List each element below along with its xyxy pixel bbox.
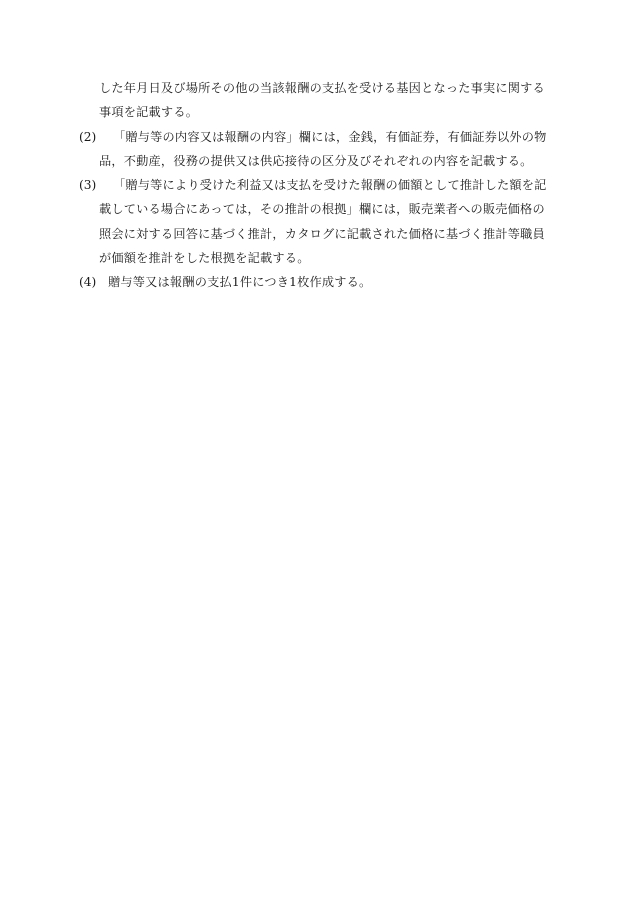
item-number: (4) [79, 275, 97, 290]
list-item-3 [79, 173, 553, 270]
item-text: 「贈与等により受けた利益又は支払を受けた報酬の価額として推計した額を記載している場合にあっては，その推計の根拠」欄には，販売業者への販売価格の照会に対する回答に基づく推計，カタログに記載された価格に基づく推計等職員が価額を推計をした根拠を記載する。 [99, 178, 547, 266]
document-body [79, 76, 553, 295]
list-item-2 [79, 125, 553, 174]
continuation-paragraph [79, 76, 553, 125]
item-text: 贈与等又は報酬の支払1件につき1枚作成する。 [108, 275, 372, 290]
list-item-4 [79, 270, 553, 294]
continuation-text: した年月日及び場所その他の当該報酬の支払を受ける基因となった事実に関する事項を記載する。 [99, 81, 545, 120]
item-number: (3) [79, 178, 97, 193]
item-number: (2) [79, 129, 97, 144]
item-text: 「贈与等の内容又は報酬の内容」欄には，金銭，有価証券，有価証券以外の物品，不動産，役務の提供又は供応接待の区分及びそれぞれの内容を記載する。 [99, 129, 547, 168]
